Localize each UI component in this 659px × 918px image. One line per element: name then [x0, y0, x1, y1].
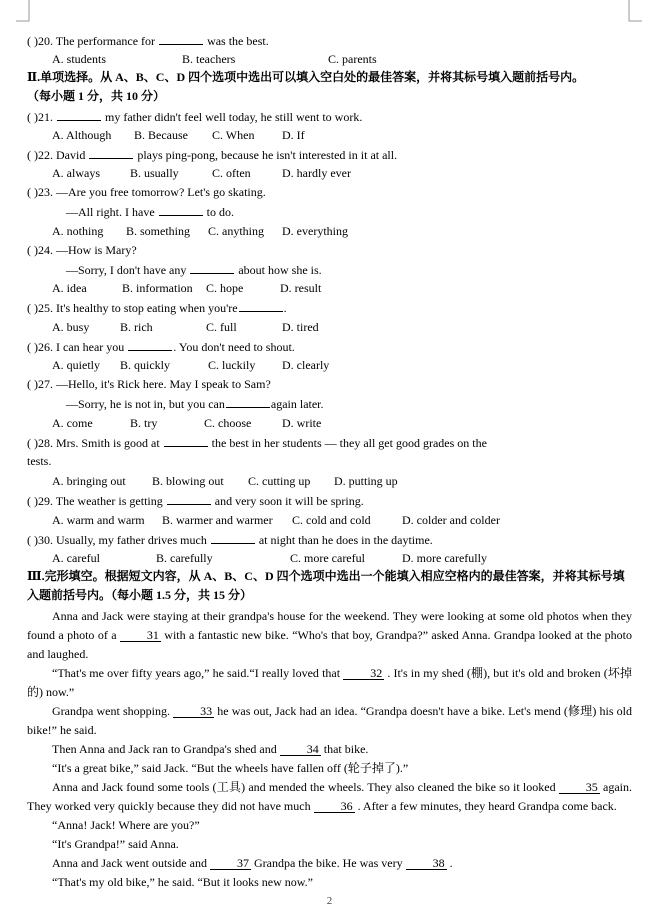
section-2-title: Ⅱ.单项选择。从 A、B、C、D 四个选项中选出可以填入空白处的最佳答案，并将其标号填入题前括号内。	[27, 70, 585, 84]
q22-option-d[interactable]: D. hardly ever	[282, 166, 351, 180]
blank[interactable]	[164, 435, 208, 447]
q25-option-d[interactable]: D. tired	[282, 320, 319, 334]
q24-option-a[interactable]: A. idea	[52, 281, 87, 295]
q20-option-b[interactable]: B. teachers	[182, 52, 236, 66]
question-24: ( )24. —How is Mary?	[27, 243, 137, 257]
q20-option-a[interactable]: A. students	[52, 52, 106, 66]
cloze-blank-33[interactable]: 33	[173, 705, 214, 718]
question-23: ( )23. —Are you free tomorrow? Let's go skating.	[27, 185, 266, 199]
question-25: ( )25. It's healthy to stop eating when you're .	[27, 301, 287, 315]
q29-option-d[interactable]: D. colder and colder	[402, 513, 500, 527]
q24-option-c[interactable]: C. hope	[206, 281, 244, 295]
question-26: ( )26. I can hear you . You don't need to shout.	[27, 340, 295, 354]
q28-option-b[interactable]: B. blowing out	[152, 474, 224, 488]
q28-option-d[interactable]: D. putting up	[334, 474, 398, 488]
passage-p8: “It's Grandpa!” said Anna.	[52, 837, 179, 851]
q30-option-b[interactable]: B. carefully	[156, 551, 213, 565]
q20-option-c[interactable]: C. parents	[328, 52, 377, 66]
q29-option-a[interactable]: A. warm and warm	[52, 513, 145, 527]
blank[interactable]	[159, 204, 203, 216]
question-28-cont: tests.	[27, 454, 52, 468]
question-28: ( )28. Mrs. Smith is good at the best in her students — they all get good grades on the	[27, 436, 487, 450]
cloze-blank-36[interactable]: 36	[314, 800, 355, 813]
q26-option-a[interactable]: A. quietly	[52, 358, 100, 372]
q22-option-c[interactable]: C. often	[212, 166, 251, 180]
q21-option-a[interactable]: A. Although	[52, 128, 112, 142]
q23-option-b[interactable]: B. something	[126, 224, 191, 238]
cloze-blank-34[interactable]: 34	[280, 743, 321, 756]
blank[interactable]	[167, 493, 211, 505]
q30-option-c[interactable]: C. more careful	[290, 551, 365, 565]
question-27-reply: —Sorry, he is not in, but you can again later.	[66, 397, 324, 411]
corner-mark-right	[628, 0, 642, 22]
blank[interactable]	[89, 147, 133, 159]
q21-option-c[interactable]: C. When	[212, 128, 255, 142]
q25-option-c[interactable]: C. full	[206, 320, 237, 334]
section-3-title: Ⅲ.完形填空。根据短文内容，从 A、B、C、D 四个选项中选出一个能填入相应空格内的最佳答案，并将其标号填入题前括号内。（每小题 1.5 分，共 15 分）	[27, 569, 625, 602]
cloze-blank-37[interactable]: 37	[210, 857, 251, 870]
passage-p9: Anna and Jack went outside and 37 Grandpa the bike. He was very 38 .	[52, 856, 453, 870]
q21-option-b[interactable]: B. Because	[134, 128, 188, 142]
q24-option-d[interactable]: D. result	[280, 281, 322, 295]
corner-mark-left	[16, 0, 30, 22]
q23-option-c[interactable]: C. anything	[208, 224, 264, 238]
q29-option-b[interactable]: B. warmer and warmer	[162, 513, 273, 527]
q26-option-c[interactable]: C. luckily	[208, 358, 256, 372]
blank[interactable]	[226, 396, 270, 408]
q28-option-c[interactable]: C. cutting up	[248, 474, 311, 488]
blank[interactable]	[190, 262, 234, 274]
q23-option-a[interactable]: A. nothing	[52, 224, 104, 238]
cloze-blank-35[interactable]: 35	[559, 781, 600, 794]
q27-option-d[interactable]: D. write	[282, 416, 322, 430]
cloze-blank-32[interactable]: 32	[343, 667, 384, 680]
q30-option-d[interactable]: D. more carefully	[402, 551, 487, 565]
q21-option-d[interactable]: D. If	[282, 128, 305, 142]
passage-p6: Anna and Jack found some tools (工具) and mended the wheels. They also cleaned the bike so it looked 35 again. They worked very quickly because they did not have much 36 . After a few minutes, they heard Grandpa come back.	[27, 780, 632, 813]
question-20: ( )20. The performance for was the best.	[27, 34, 269, 48]
q23-option-d[interactable]: D. everything	[282, 224, 348, 238]
q24-option-b[interactable]: B. information	[122, 281, 193, 295]
q25-option-a[interactable]: A. busy	[52, 320, 90, 334]
q22-option-a[interactable]: A. always	[52, 166, 100, 180]
passage-p1: Anna and Jack were staying at their grandpa's house for the weekend. They were looking at some old photos when they found a photo of a 31 with a fantastic new bike. “Who's that boy, Grandpa?” asked Anna. Grandpa looked at the photo and laughed.	[27, 609, 633, 661]
q27-option-c[interactable]: C. choose	[204, 416, 252, 430]
passage-p7: “Anna! Jack! Where are you?”	[52, 818, 200, 832]
question-30: ( )30. Usually, my father drives much at night than he does in the daytime.	[27, 533, 433, 547]
q28-option-a[interactable]: A. bringing out	[52, 474, 126, 488]
q26-option-d[interactable]: D. clearly	[282, 358, 330, 372]
question-23-reply: —All right. I have to do.	[66, 205, 234, 219]
q22-option-b[interactable]: B. usually	[130, 166, 179, 180]
passage-p2: “That's me over fifty years ago,” he said.“I really loved that 32 . It's in my shed (棚), but it's old and broken (坏掉的) now.”	[27, 666, 632, 699]
blank[interactable]	[128, 339, 172, 351]
section-2-score: （每小题 1 分，共 10 分）	[27, 89, 166, 103]
q27-option-a[interactable]: A. come	[52, 416, 93, 430]
question-24-reply: —Sorry, I don't have any about how she is.	[66, 263, 322, 277]
cloze-blank-31[interactable]: 31	[120, 629, 161, 642]
passage-p4: Then Anna and Jack ran to Grandpa's shed and 34 that bike.	[52, 742, 369, 756]
q30-option-a[interactable]: A. careful	[52, 551, 100, 565]
blank[interactable]	[239, 300, 283, 312]
blank[interactable]	[57, 109, 101, 121]
question-27: ( )27. —Hello, it's Rick here. May I speak to Sam?	[27, 377, 271, 391]
page-number: 2	[326, 895, 333, 907]
q29-option-c[interactable]: C. cold and cold	[292, 513, 371, 527]
blank[interactable]	[211, 532, 255, 544]
question-22: ( )22. David plays ping-pong, because he isn't interested in it at all.	[27, 148, 398, 162]
passage-p5: “It's a great bike,” said Jack. “But the wheels have fallen off (轮子掉了).”	[52, 761, 409, 775]
q27-option-b[interactable]: B. try	[130, 416, 158, 430]
question-29: ( )29. The weather is getting and very soon it will be spring.	[27, 494, 364, 508]
q26-option-b[interactable]: B. quickly	[120, 358, 170, 372]
passage-p10: “That's my old bike,” he said. “But it looks new now.”	[52, 875, 313, 889]
passage-p3: Grandpa went shopping. 33 he was out, Jack had an idea. “Grandpa doesn't have a bike. Let's mend (修理) his old bike!” he said.	[27, 704, 632, 737]
q25-option-b[interactable]: B. rich	[120, 320, 153, 334]
blank[interactable]	[159, 33, 203, 45]
question-21: ( )21. my father didn't feel well today, he still went to work.	[27, 110, 363, 124]
cloze-blank-38[interactable]: 38	[406, 857, 447, 870]
